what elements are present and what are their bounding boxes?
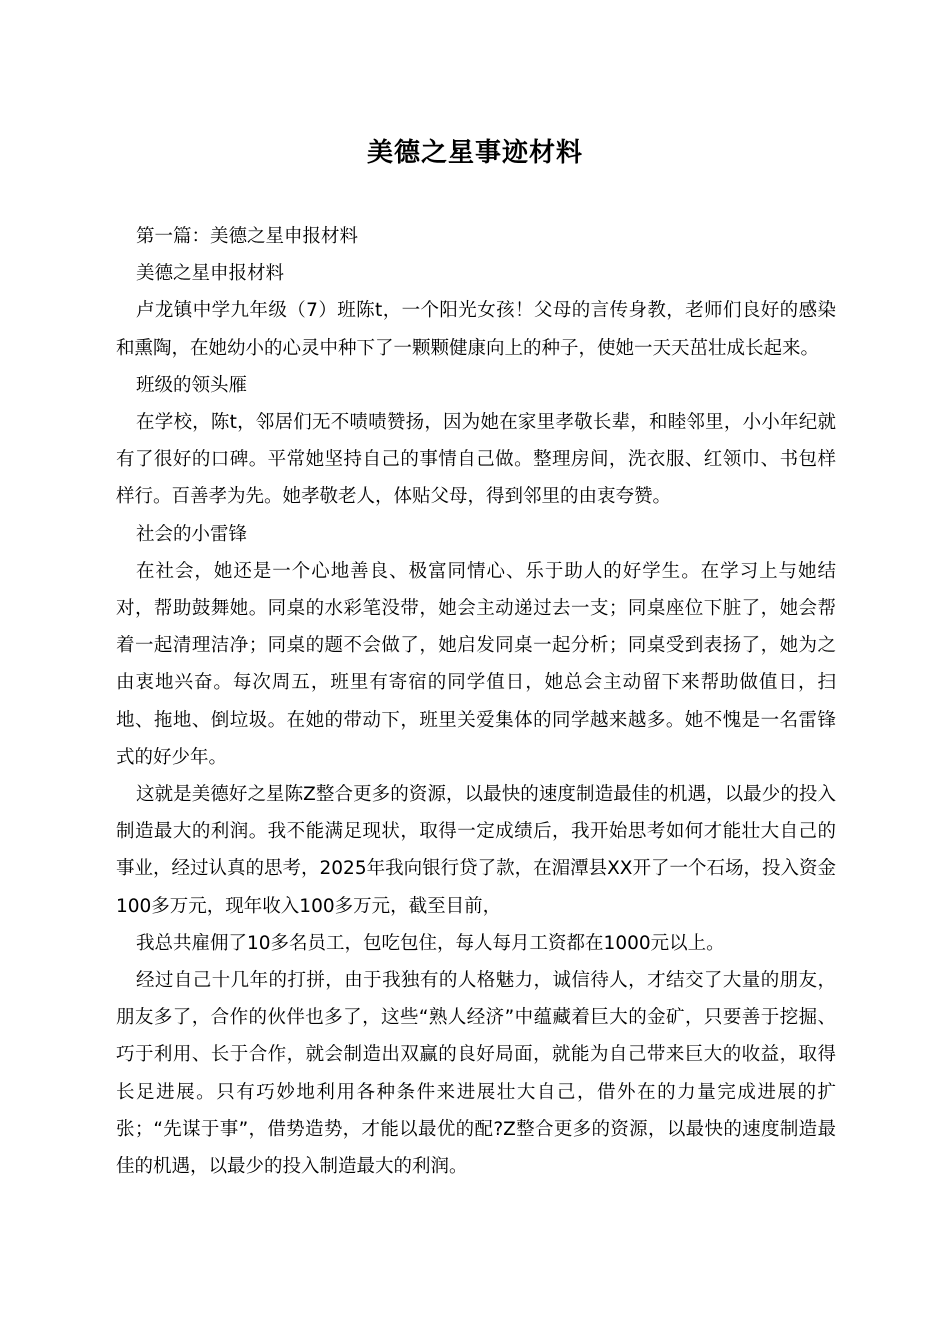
paragraph-in-society: 在社会，她还是一个心地善良、极富同情心、乐于助人的好学生。在学习上与她结对，帮助鼓舞她。同桌的水彩笔没带，她会主动递过去一支；同桌座位下脏了，她会帮着一起清理洁净；同桌的题不会做了，她启发同桌一起分析；同桌受到表扬了，她为之由衷地兴奋。每次周五，班里有寄宿的同学值日，她总会主动留下来帮助做值日，扫地、拖地、倒垃圾。在她的带动下，班里关爱集体的同学越来越多。她不愧是一名雷锋式的好少年。: [116, 560, 836, 768]
document-title: 美德之星事迹材料: [366, 138, 583, 168]
paragraph-at-school: 在学校，陈t，邻居们无不啧啧赞扬，因为她在家里孝敬长辈，和睦邻里，小小年纪就有了很好的口碑。平常她坚持自己的事情自己做。整理房间，洗衣服、红领巾、书包样样行。百善孝为先。她孝敬老人，体贴父母，得到邻里的由衷夸赞。: [116, 412, 836, 508]
subheading-little-leifeng: 社会的小雷锋: [136, 523, 248, 545]
paragraph-introduction: 卢龙镇中学九年级（7）班陈t，一个阳光女孩！父母的言传身教，老师们良好的感染和熏陶，在她幼小的心灵中种下了一颗颗健康向上的种子，使她一天天茁壮成长起来。: [116, 300, 836, 359]
subheading-application: 美德之星申报材料: [136, 263, 285, 285]
paragraph-experience: 经过自己十几年的打拼，由于我独有的人格魅力，诚信待人，才结交了大量的朋友，朋友多了，合作的伙伴也多了，这些“熟人经济”中蕴藏着巨大的金矿，只要善于挖掘、巧于利用、长于合作，就会制造出双赢的良好局面，就能为自己带来巨大的收益，取得长足进展。只有巧妙地利用各种条件来进展壮大自己，借外在的力量完成进展的扩张；“先谋于事”，借势造势，才能以最优的配?Z整合更多的资源，以最快的速度制造最佳的机遇，以最少的投入制造最大的利润。: [116, 970, 836, 1178]
section-heading-part-one: 第一篇：美德之星申报材料: [136, 226, 359, 247]
paragraph-employees: 我总共雇佣了10多名员工，包吃包住，每人每月工资都在1000元以上。: [136, 932, 725, 954]
paragraph-business-start: 这就是美德好之星陈Z整合更多的资源，以最快的速度制造最佳的机遇，以最少的投入制造最大的利润。我不能满足现状，取得一定成绩后，我开始思考如何才能壮大自己的事业，经过认真的思考，2025年我向银行贷了款，在湄潭县XX开了一个石场，投入资金100多万元，现年收入100多万元，截至目前，: [116, 784, 836, 917]
subheading-class-leader: 班级的领头雁: [136, 374, 248, 396]
document-body: [116, 218, 836, 1185]
